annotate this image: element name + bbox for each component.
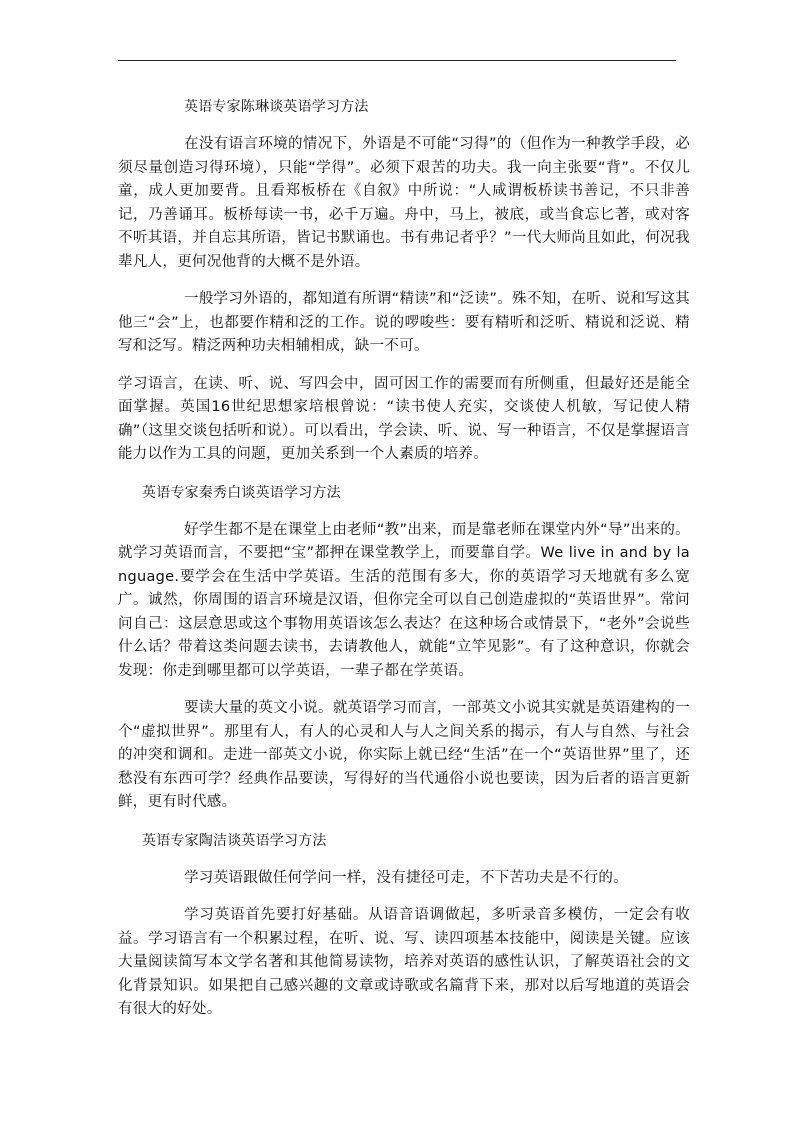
paragraph: 一般学习外语的，都知道有所谓“精读”和“泛读”。殊不知，在听、说和写这其他三“会”上，也都要作精和泛的工作。说的啰唆些：要有精听和泛听、精说和泛说、精写和泛写。精泛两种功夫相辅相成，缺一不可。 <box>118 291 690 354</box>
paragraph: 要读大量的英文小说。就英语学习而言，一部英文小说其实就是英语建构的一个“虚拟世界”。那里有人，有人的心灵和人与人之间关系的揭示，有人与自然、与社会的冲突和调和。走进一部英文小说，你实际上就已经“生活”在一个“英语世界”里了，还愁没有东西可学？经典作品要读，写得好的当代通俗小说也要读，因为后者的语言更新鲜，更有时代感。 <box>118 700 690 810</box>
paragraph: 学习英语跟做任何学问一样，没有捷径可走，不下苦功夫是不行的。 <box>184 869 628 886</box>
paragraph: 学习英语首先要打好基础。从语音语调做起，多听录音多模仿，一定会有收益。学习语言有一个积累过程，在听、说、写、读四项基本技能中，阅读是关键。应该大量阅读简写本文学名著和其他简易读物，培养对英语的感性认识，了解英语社会的文化背景知识。如果把自己感兴趣的文章或诗歌或名篇背下来，那对以后写地道的英语会有很大的好处。 <box>118 907 690 1017</box>
section-heading-tao-jie: 英语专家陶洁谈英语学习方法 <box>142 832 327 849</box>
paragraph: 学习语言，在读、听、说、写四会中，固可因工作的需要而有所侧重，但最好还是能全面掌握。英国16世纪思想家培根曾说：“读书使人充实，交谈使人机敏，写记使人精确”（这里交谈包括听和说）。可以看出，学会读、听、说、写一种语言，不仅是掌握语言能力以作为工具的问题，更加关系到一个人素质的培养。 <box>118 375 690 462</box>
paragraph: 在没有语言环境的情况下，外语是不可能“习得”的（但作为一种教学手段，必须尽量创造习得环境），只能“学得”。必须下艰苦的功夫。我一向主张要“背”。不仅儿童，成人更加要背。且看郑板桥在《自叙》中所说：“人咸谓板桥读书善记，不只非善记，乃善诵耳。板桥每读一书，必千万遍。舟中，马上，被底，或当食忘匕著，或对客不听其语，并自忘其所语，皆记书默诵也。书有弗记者乎？”一代大师尚且如此，何况我辈凡人，更何况他背的大概不是外语。 <box>118 136 690 270</box>
document-body <box>118 95 690 1036</box>
section-heading-qin-xiubai: 英语专家秦秀白谈英语学习方法 <box>142 484 341 501</box>
section-heading-chen-lin: 英语专家陈琳谈英语学习方法 <box>184 99 369 115</box>
header-rule <box>118 60 676 61</box>
paragraph: 好学生都不是在课堂上由老师“教”出来，而是靠老师在课堂内外“导”出来的。就学习英语而言，不要把“宝”都押在课堂教学上，而要靠自学。We live in and by language.要学会在生活中学英语。生活的范围有多大，你的英语学习天地就有多么宽广。诚然，你周围的语言环境是汉语，但你完全可以自己创造虚拟的“英语世界”。常问问自己：这层意思或这个事物用英语该怎么表达？在这种场合或情景下，“老外”会说些什么话？带着这类问题去读书，去请教他人，就能“立竿见影”。有了这种意识，你就会发现：你走到哪里都可以学英语，一辈子都在学英语。 <box>118 521 690 679</box>
